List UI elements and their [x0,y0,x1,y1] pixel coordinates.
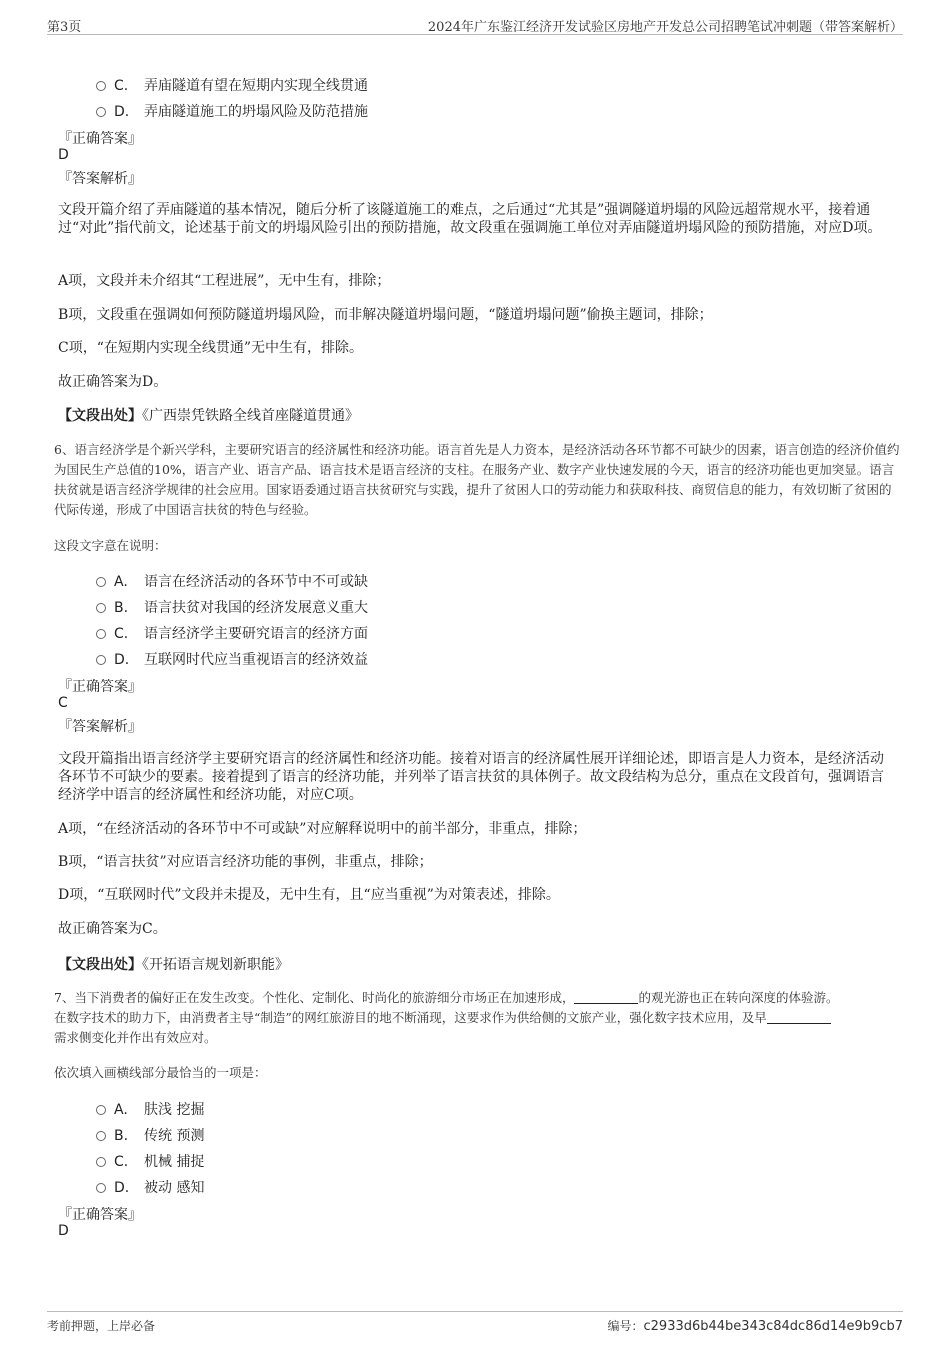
page-header [47,14,903,35]
document-code: 编号：c2933d6b44be343c84dc86d14e9b9cb7 [607,1319,903,1334]
fill-blank-2 [767,1011,831,1024]
radio-icon[interactable] [96,1157,106,1167]
q5-analysis-label: 『答案解析』 [58,171,142,187]
fill-blank-1 [574,991,638,1004]
footer-slogan: 考前押题，上岸必备 [47,1319,156,1333]
q6-conclusion: 故正确答案为C。 [58,921,167,937]
q6-analysis-b: B项，“语言扶贫”对应语言经济功能的事例，非重点，排除； [58,854,433,870]
q7-answer-label: 『正确答案』 [58,1207,142,1223]
radio-icon[interactable] [96,577,106,587]
q6-option-c[interactable]: C. 语言经济学主要研究语言的经济方面 [96,623,368,643]
q7-stem: 7、当下消费者的偏好正在发生改变。个性化、定制化、时尚化的旅游细分市场正在加速形成， 的观光游也正在转向深度的体验游。 在数字技术的助力下，由消费者主导“制造”的网红旅游目的地不断涌现，这要求作为供给侧的文旅产业，强化数字技术应用，及早 需求侧变化并作出有效应对。 [54,990,839,1045]
q6-analysis-para: 文段开篇指出语言经济学主要研究语言的经济属性和经济功能。接着对语言的经济属性展开详细论述，即语言是人力资本，是经济活动各环节不可缺少的要素。接着提到了语言的经济功能，并列举了语言扶贫的具体例子。故文段结构为总分，重点在文段首句，强调语言经济学中语言的经济属性和经济功能，对应C项。 [58,751,884,803]
q6-analysis-a: A项，“在经济活动的各环节中不可或缺”对应解释说明中的前半部分，非重点，排除； [58,821,587,837]
radio-icon[interactable] [96,1131,106,1141]
q5-analysis-para: 文段开篇介绍了弄庙隧道的基本情况，随后分析了该隧道施工的难点，之后通过“尤其是”强调隧道坍塌的风险远超常规水平，接着通过“对此”指代前文，论述基于前文的坍塌风险引出的预防措施，故文段重在强调施工单位对弄庙隧道坍塌风险的预防措施，对应D项。 [58,202,882,236]
q7-option-d[interactable]: D. 被动 感知 [96,1177,204,1197]
q7-option-b[interactable]: B. 传统 预测 [96,1125,204,1145]
q6-analysis-label: 『答案解析』 [58,719,142,735]
q5-analysis-a: A项，文段并未介绍其“工程进展”，无中生有，排除； [58,273,391,289]
q5-answer: D [58,147,69,163]
q6-option-b[interactable]: B. 语言扶贫对我国的经济发展意义重大 [96,597,368,617]
q5-answer-label: 『正确答案』 [58,131,142,147]
q6-source: 【文段出处】《开拓语言规划新职能》 [58,957,289,973]
q6-prompt: 这段文字意在说明： [54,538,167,553]
q7-option-a[interactable]: A. 肤浅 挖掘 [96,1099,204,1119]
page-number: 第3页 [47,20,82,35]
radio-icon[interactable] [96,629,106,639]
q7-option-c[interactable]: C. 机械 捕捉 [96,1151,204,1171]
q6-option-d[interactable]: D. 互联网时代应当重视语言的经济效益 [96,649,368,669]
q5-conclusion: 故正确答案为D。 [58,374,168,390]
radio-icon[interactable] [96,603,106,613]
q5-option-d[interactable]: D. 弄庙隧道施工的坍塌风险及防范措施 [96,101,368,121]
q7-prompt: 依次填入画横线部分最恰当的一项是： [54,1065,267,1080]
q5-analysis-c: C项，“在短期内实现全线贯通”无中生有，排除。 [58,340,364,356]
q6-answer: C [58,695,68,711]
q6-stem: 6、语言经济学是个新兴学科，主要研究语言的经济属性和经济功能。语言首先是人力资本，是经济活动各环节都不可缺少的因素，语言创造的经济价值约为国民生产总值的10%，语言产业、语言产品、语言技术是语言经济的支柱。在服务产业、数字产业快速发展的今天，语言的经济功能也更加突显。语言扶贫就是语言经济学规律的社会应用。国家语委通过语言扶贫研究与实践，提升了贫困人口的劳动能力和获取科技、商贸信息的能力，有效切断了贫困的代际传递，形成了中国语言扶贫的特色与经验。 [54,442,900,517]
radio-icon[interactable] [96,1183,106,1193]
radio-icon[interactable] [96,81,106,91]
q5-source: 【文段出处】《广西崇凭铁路全线首座隧道贯通》 [58,408,359,424]
q5-option-c[interactable]: C. 弄庙隧道有望在短期内实现全线贯通 [96,75,368,95]
radio-icon[interactable] [96,1105,106,1115]
q6-option-a[interactable]: A. 语言在经济活动的各环节中不可或缺 [96,571,368,591]
page-footer [47,1311,903,1338]
document-title: 2024年广东鉴江经济开发试验区房地产开发总公司招聘笔试冲刺题（带答案解析） [427,20,903,35]
q5-analysis-b: B项，文段重在强调如何预防隧道坍塌风险，而非解决隧道坍塌问题，“隧道坍塌问题”偷换主题词，排除； [58,307,713,323]
radio-icon[interactable] [96,655,106,665]
q6-analysis-d: D项，“互联网时代”文段并未提及，无中生有，且“应当重视”为对策表述，排除。 [58,887,560,903]
q6-answer-label: 『正确答案』 [58,679,142,695]
radio-icon[interactable] [96,107,106,117]
q7-answer: D [58,1223,69,1239]
